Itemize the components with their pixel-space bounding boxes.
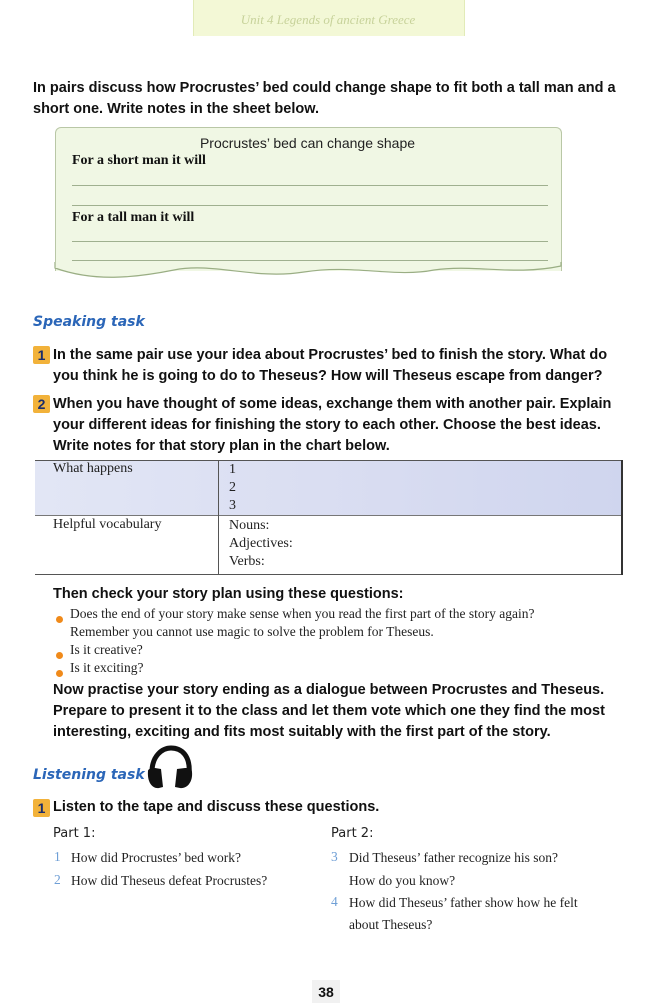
task-1-line-2: you think he is going to do to Theseus? How will Theseus escape from danger? bbox=[53, 368, 603, 384]
tall-man-label: For a tall man it will bbox=[72, 210, 195, 225]
bullet-icon bbox=[56, 610, 63, 628]
question-number: 4 bbox=[331, 894, 338, 909]
intro-line-1: In pairs discuss how Procrustes’ bed could change shape to fit both a tall man and a bbox=[33, 80, 616, 96]
check-bullet-3: Is it exciting? bbox=[70, 660, 144, 675]
note-line[interactable] bbox=[72, 205, 548, 206]
task-2-line-3: Write notes for that story plan in the chart below. bbox=[53, 438, 390, 454]
question-number: 2 bbox=[54, 872, 61, 887]
question-3-line-2: How do you know? bbox=[349, 873, 456, 888]
chart-bottom-border bbox=[35, 574, 622, 575]
question-3-line-1: Did Theseus’ father recognize his son? bbox=[349, 850, 559, 865]
note-line[interactable] bbox=[72, 185, 548, 186]
task-number: 1 bbox=[33, 346, 50, 364]
chart-entry[interactable]: 3 bbox=[229, 498, 236, 513]
check-bullet-1-line-2: Remember you cannot use magic to solve the problem for Theseus. bbox=[70, 624, 434, 639]
chart-entry[interactable]: Verbs: bbox=[229, 554, 265, 569]
chart-row-divider bbox=[35, 515, 622, 516]
task-number: 1 bbox=[33, 799, 50, 817]
listening-task-title: Listening task bbox=[33, 767, 145, 783]
part-1-label: Part 1: bbox=[53, 826, 96, 841]
short-man-label: For a short man it will bbox=[72, 153, 206, 168]
listening-task-1-badge bbox=[33, 799, 50, 818]
task-2-line-1: When you have thought of some ideas, exchange them with another pair. Explain bbox=[53, 396, 612, 412]
bullet-icon bbox=[56, 646, 63, 664]
intro-line-2: short one. Write notes in the sheet below. bbox=[33, 101, 320, 117]
question-4-line-2: about Theseus? bbox=[349, 917, 433, 932]
notes-sheet-title: Procrustes’ bed can change shape bbox=[199, 135, 416, 151]
page-number: 38 bbox=[318, 984, 334, 1000]
practise-line-1: Now practise your story ending as a dialogue between Procrustes and Theseus. bbox=[53, 682, 605, 698]
check-bullet-1-line-1: Does the end of your story make sense when you read the first part of the story again? bbox=[70, 606, 535, 621]
chart-entry[interactable]: Adjectives: bbox=[229, 536, 293, 551]
speaking-task-title: Speaking task bbox=[33, 314, 145, 330]
question-2: How did Theseus defeat Procrustes? bbox=[71, 873, 268, 888]
chart-column-divider bbox=[218, 460, 219, 574]
task-2-line-2: your different ideas for finishing the story to each other. Choose the best ideas. bbox=[53, 417, 601, 433]
question-4-line-1: How did Theseus’ father show how he felt bbox=[349, 895, 578, 910]
note-line[interactable] bbox=[72, 260, 548, 261]
task-1-badge bbox=[33, 346, 50, 365]
chart-right-border bbox=[621, 460, 623, 575]
task-number: 2 bbox=[33, 395, 50, 413]
task-2-badge bbox=[33, 395, 50, 414]
unit-title: Unit 4 Legends of ancient Greece bbox=[240, 12, 416, 27]
chart-entry[interactable]: 1 bbox=[229, 462, 236, 477]
check-heading: Then check your story plan using these questions: bbox=[53, 586, 404, 602]
listening-task-1-text: Listen to the tape and discuss these questions. bbox=[53, 799, 380, 815]
part-2-label: Part 2: bbox=[331, 826, 374, 841]
vocabulary-label: Helpful vocabulary bbox=[53, 517, 162, 532]
question-number: 3 bbox=[331, 849, 338, 864]
question-number: 1 bbox=[54, 849, 61, 864]
practise-line-2: Prepare to present it to the class and let them vote which one they find the most bbox=[53, 703, 605, 719]
note-line[interactable] bbox=[72, 241, 548, 242]
check-bullet-2: Is it creative? bbox=[70, 642, 143, 657]
wavy-bottom-edge bbox=[54, 262, 562, 282]
task-1-line-1: In the same pair use your idea about Procrustes’ bed to finish the story. What do bbox=[53, 347, 608, 363]
headphones-icon bbox=[145, 745, 195, 791]
what-happens-label: What happens bbox=[53, 461, 133, 476]
chart-entry[interactable]: 2 bbox=[229, 480, 236, 495]
chart-entry[interactable]: Nouns: bbox=[229, 518, 270, 533]
practise-line-3: interesting, exciting and fits most suitably with the first part of the story. bbox=[53, 724, 551, 740]
question-1: How did Procrustes’ bed work? bbox=[71, 850, 241, 865]
